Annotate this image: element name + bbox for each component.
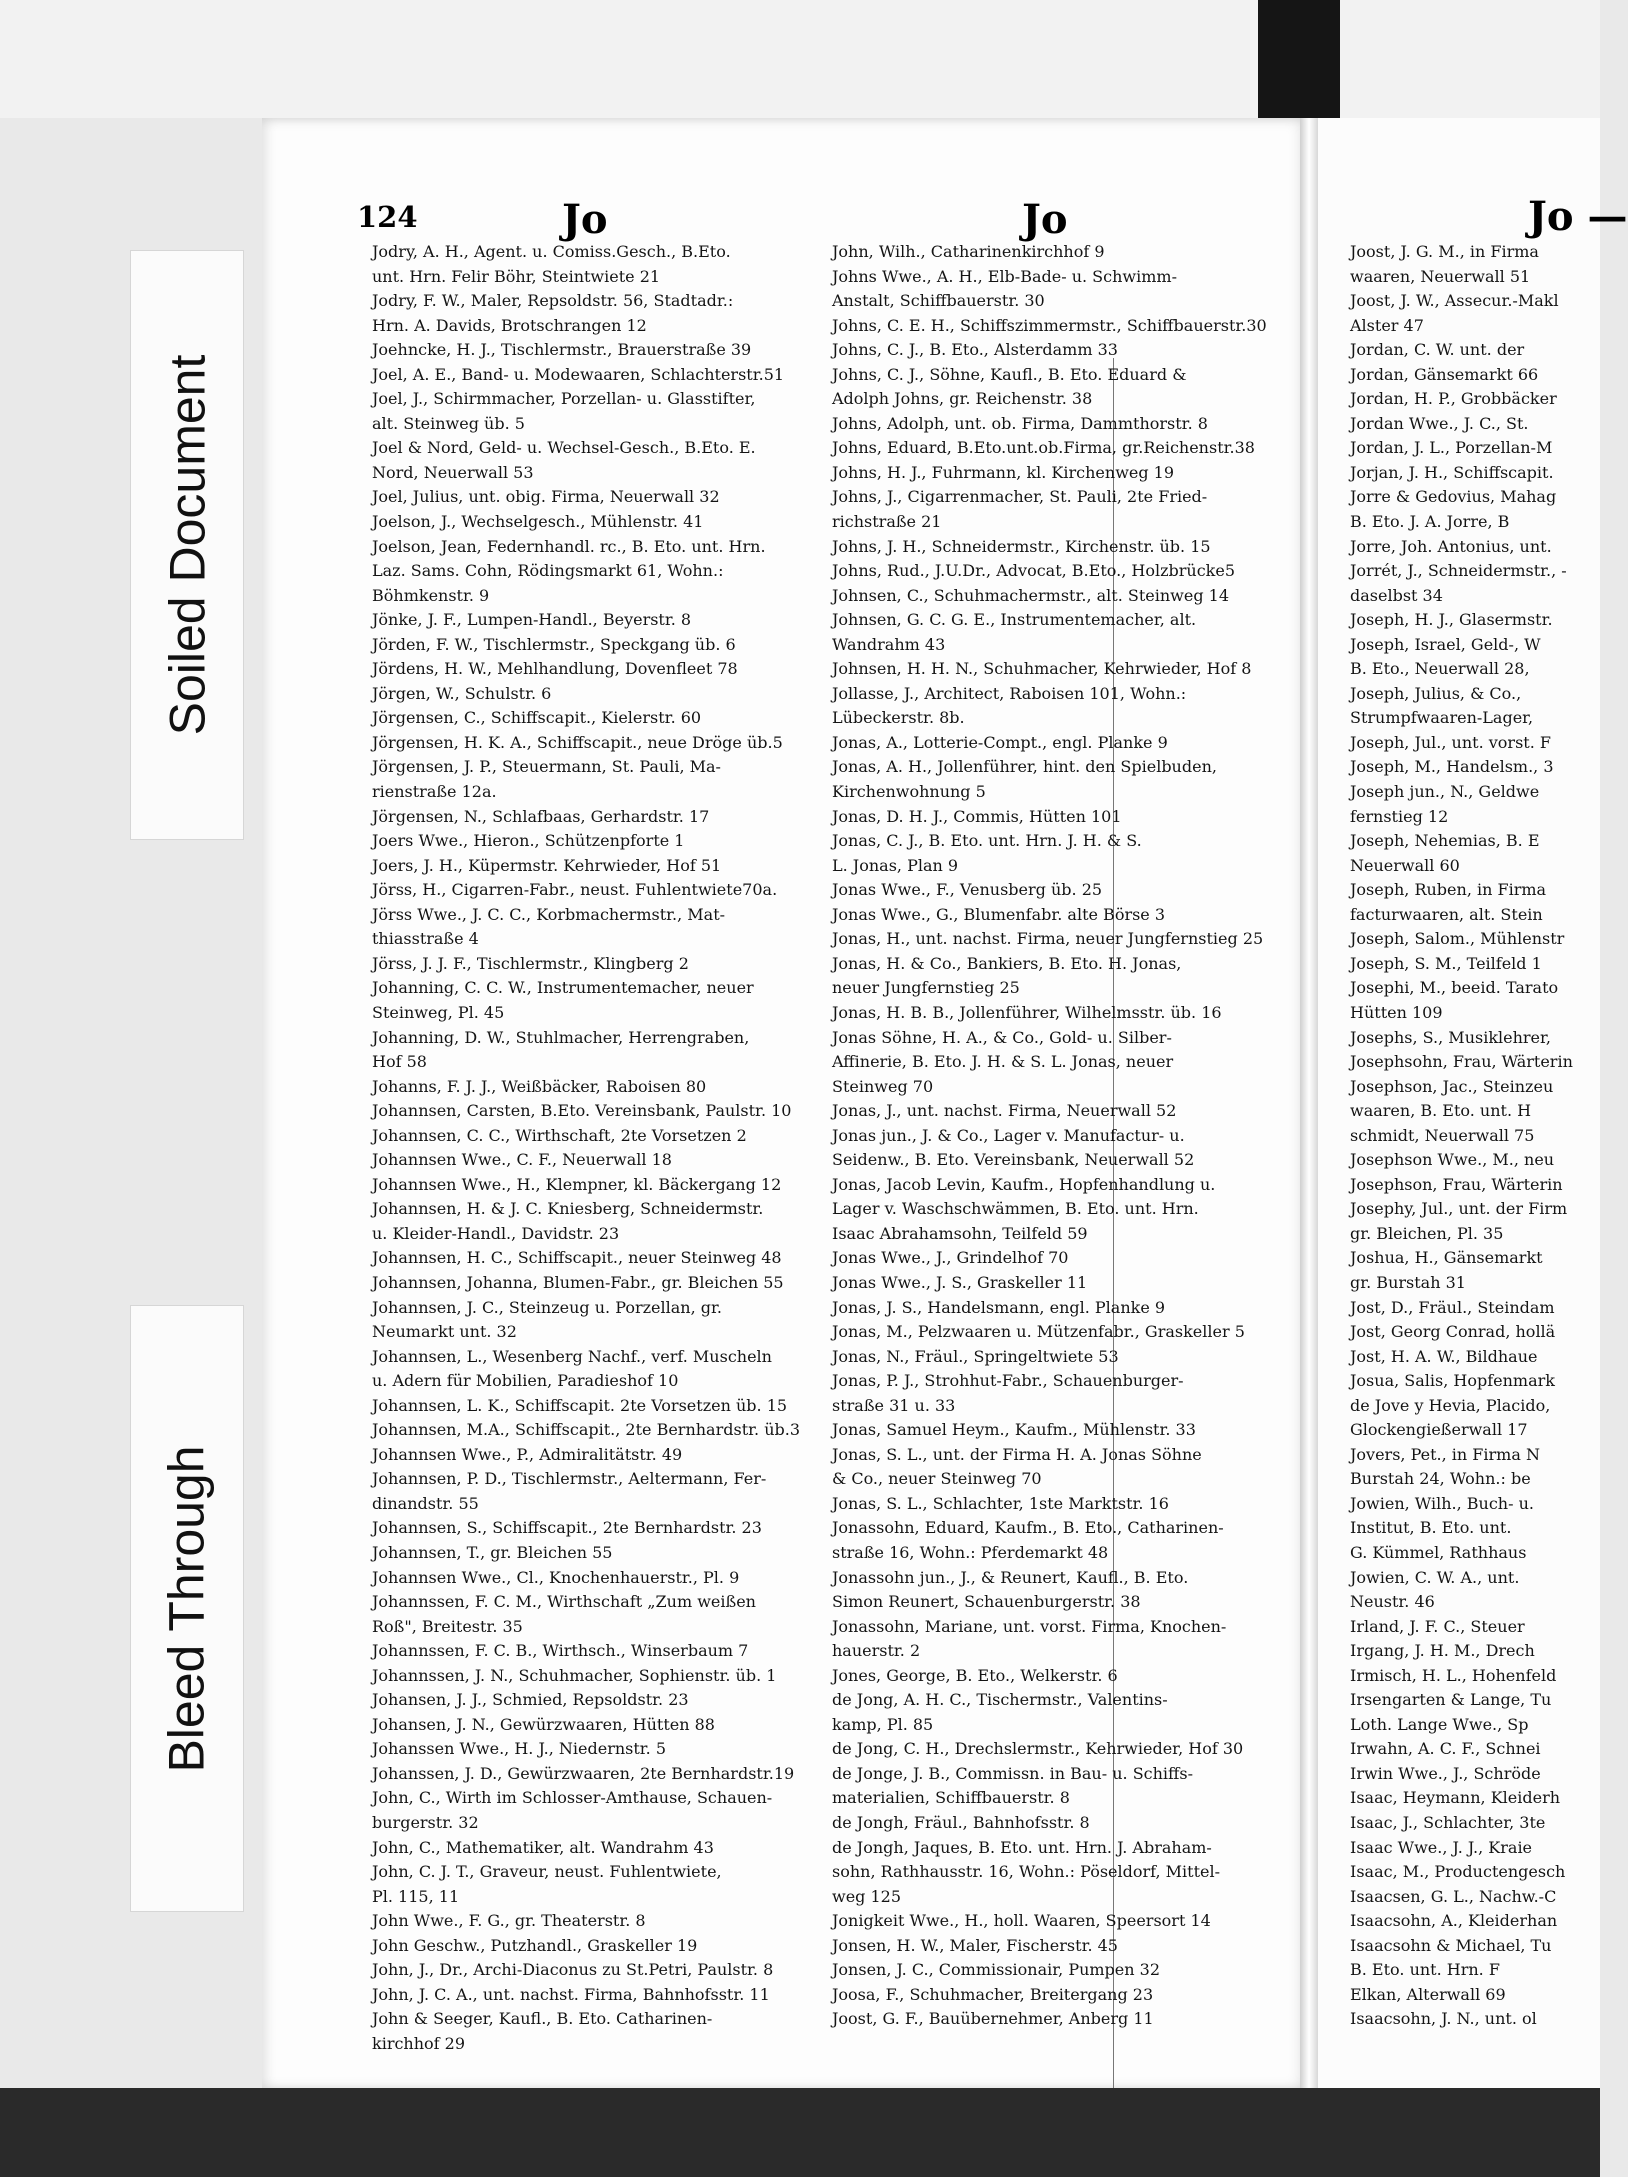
directory-entry: Jordan, J. L., Porzellan-M: [1350, 438, 1553, 458]
directory-entry: Isaac Abrahamsohn, Teilfeld 59: [832, 1223, 1088, 1243]
directory-entry: Wandrahm 43: [832, 634, 946, 654]
directory-entry: Josua, Salis, Hopfenmark: [1350, 1371, 1555, 1391]
directory-entry: Joelson, Jean, Federnhandl. rc., B. Eto. unt. Hrn.: [372, 536, 766, 556]
directory-entry: Jonas, C. J., B. Eto. unt. Hrn. J. H. & S.: [832, 831, 1142, 851]
mid-column: [832, 240, 1292, 2032]
directory-entry: Jördens, H. W., Mehlhandlung, Dovenfleet 78: [372, 659, 738, 679]
scan-bottom-margin: [0, 2088, 1600, 2177]
directory-entry: Jodry, A. H., Agent. u. Comiss.Gesch., B.Eto.: [372, 242, 731, 261]
directory-entry: John, C. J. T., Graveur, neust. Fuhlentwiete,: [372, 1862, 722, 1882]
directory-entry: Johnsen, G. C. G. E., Instrumentemacher, alt.: [832, 610, 1197, 630]
directory-entry: Joseph, Ruben, in Firma: [1350, 880, 1547, 900]
directory-entry: Jonas, S. L., Schlachter, 1ste Marktstr. 16: [832, 1493, 1169, 1513]
facing-page-header: Jo —: [1528, 193, 1628, 240]
directory-entry: Irland, J. F. C., Steuer: [1350, 1616, 1525, 1636]
directory-entry: Jost, Georg Conrad, hollä: [1350, 1322, 1556, 1342]
directory-entry: Lübeckerstr. 8b.: [832, 708, 965, 728]
directory-entry: John Wwe., F. G., gr. Theaterstr. 8: [372, 1911, 646, 1931]
directory-entry: Johannssen, F. C. B., Wirthsch., Winserbaum 7: [372, 1641, 749, 1661]
directory-entry: Johannsen Wwe., Cl., Knochenhauerstr., Pl. 9: [372, 1567, 740, 1587]
directory-entry: Jörgensen, J. P., Steuermann, St. Pauli, Ma-: [372, 757, 721, 777]
directory-entry: sohn, Rathhausstr. 16, Wohn.: Pöseldorf, Mittel-: [832, 1862, 1221, 1882]
directory-entry: Jorre & Gedovius, Mahag: [1350, 487, 1557, 507]
directory-entry: Jordan Wwe., J. C., St.: [1350, 413, 1529, 433]
directory-entry: John, C., Mathematiker, alt. Wandrahm 43: [372, 1837, 714, 1857]
directory-entry: Jonas, P. J., Strohhut-Fabr., Schauenburger-: [832, 1371, 1184, 1391]
directory-entry: Joseph jun., N., Geldwe: [1350, 782, 1540, 802]
directory-entry: Jönke, J. F., Lumpen-Handl., Beyerstr. 8: [372, 610, 692, 630]
directory-entry: Joel & Nord, Geld- u. Wechsel-Gesch., B.Eto. E.: [372, 438, 756, 458]
directory-entry: gr. Burstah 31: [1350, 1272, 1466, 1292]
directory-entry: Irgang, J. H. M., Drech: [1350, 1641, 1535, 1661]
directory-entry: Isaac, M., Productengesch: [1350, 1862, 1566, 1882]
directory-entry: Roß", Breitestr. 35: [372, 1616, 523, 1636]
directory-entry: de Jong, C. H., Drechslermstr., Kehrwieder, Hof 30: [832, 1739, 1244, 1759]
soiled-document-label: [130, 250, 244, 840]
directory-entry: Jörss, H., Cigarren-Fabr., neust. Fuhlentwiete70a.: [372, 880, 778, 900]
directory-entry: Joseph, Salom., Mühlenstr: [1350, 929, 1565, 949]
directory-entry: Jodry, F. W., Maler, Repsoldstr. 56, Stadtadr.:: [372, 291, 734, 311]
directory-entry: waaren, Neuerwall 51: [1350, 266, 1531, 286]
directory-entry: Joost, G. F., Bauübernehmer, Anberg 11: [832, 2009, 1154, 2029]
directory-entry: Adolph Johns, gr. Reichenstr. 38: [832, 389, 1093, 409]
directory-entry: u. Adern für Mobilien, Paradieshof 10: [372, 1371, 679, 1391]
directory-entry: Jonas, H., unt. nachst. Firma, neuer Jungfernstieg 25: [832, 929, 1264, 949]
directory-entry: Joel, Julius, unt. obig. Firma, Neuerwall 32: [372, 487, 720, 507]
directory-entry: Johns, J. H., Schneidermstr., Kirchenstr. üb. 15: [832, 536, 1211, 556]
directory-entry: Johannsen, P. D., Tischlermstr., Aeltermann, Fer-: [372, 1469, 767, 1489]
directory-entry: Jordan, Gänsemarkt 66: [1350, 364, 1539, 384]
directory-entry: Strumpfwaaren-Lager,: [1350, 708, 1534, 728]
directory-entry: Johannsen Wwe., H., Klempner, kl. Bäckergang 12: [372, 1174, 782, 1194]
directory-entry: John, Wilh., Catharinenkirchhof 9: [832, 242, 1105, 261]
directory-entry: Neumarkt unt. 32: [372, 1322, 517, 1342]
directory-entry: de Jong, A. H. C., Tischermstr., Valentins-: [832, 1690, 1168, 1710]
directory-entry: Johannsen, J. C., Steinzeug u. Porzellan, gr.: [372, 1297, 722, 1317]
directory-entry: Joseph, M., Handelsm., 3: [1350, 757, 1554, 777]
directory-entry: kirchhof 29: [372, 2033, 466, 2053]
directory-entry: Josephson, Jac., Steinzeu: [1350, 1076, 1554, 1096]
directory-entry: B. Eto., Neuerwall 28,: [1350, 659, 1530, 679]
directory-entry: Jowien, Wilh., Buch- u.: [1350, 1493, 1534, 1513]
directory-entry: Jonsen, H. W., Maler, Fischerstr. 45: [832, 1935, 1118, 1955]
directory-entry: Joseph, Jul., unt. vorst. F: [1350, 732, 1551, 752]
directory-entry: schmidt, Neuerwall 75: [1350, 1125, 1535, 1145]
directory-entry: Jonas Wwe., G., Blumenfabr. alte Börse 3: [832, 904, 1166, 924]
directory-entry: Josephson Wwe., M., neu: [1350, 1150, 1555, 1170]
directory-entry: John, C., Wirth im Schlosser-Amthause, Schauen-: [372, 1788, 773, 1808]
directory-entry: Jörden, F. W., Tischlermstr., Speckgang üb. 6: [372, 634, 736, 654]
directory-entry: weg 125: [832, 1886, 902, 1906]
directory-entry: Johannsen, Johanna, Blumen-Fabr., gr. Bleichen 55: [372, 1272, 784, 1292]
directory-entry: fernstieg 12: [1350, 806, 1449, 826]
directory-entry: Johannsen, L. K., Schiffscapit. 2te Vorsetzen üb. 15: [372, 1395, 788, 1415]
scan-top-margin: [0, 0, 1600, 118]
left-column: [372, 240, 830, 2056]
directory-entry: Hof 58: [372, 1052, 427, 1072]
directory-entry: dinandstr. 55: [372, 1493, 479, 1513]
directory-entry: Jovers, Pet., in Firma N: [1350, 1444, 1540, 1464]
directory-entry: Johannsen, L., Wesenberg Nachf., verf. Muscheln: [372, 1346, 772, 1366]
directory-entry: Jonas Wwe., J. S., Graskeller 11: [832, 1272, 1088, 1292]
directory-entry: Josephi, M., beeid. Tarato: [1350, 978, 1559, 998]
directory-entry: de Jove y Hevia, Placido,: [1350, 1395, 1551, 1415]
directory-entry: Neuerwall 60: [1350, 855, 1460, 875]
directory-entry: Jonassohn, Mariane, unt. vorst. Firma, Knochen-: [832, 1616, 1227, 1636]
directory-entry: John, J. C. A., unt. nachst. Firma, Bahnhofsstr. 11: [372, 1984, 770, 2004]
directory-entry: Johns, C. J., B. Eto., Alsterdamm 33: [832, 340, 1118, 360]
directory-entry: Isaacsohn, A., Kleiderhan: [1350, 1911, 1558, 1931]
directory-entry: Johanssen Wwe., H. J., Niedernstr. 5: [372, 1739, 667, 1759]
directory-entry: Johns Wwe., A. H., Elb-Bade- u. Schwimm-: [832, 266, 1177, 286]
directory-entry: Joel, A. E., Band- u. Modewaaren, Schlachterstr.51: [372, 364, 785, 384]
directory-entry: Jonigkeit Wwe., H., holl. Waaren, Speersort 14: [832, 1911, 1211, 1931]
directory-entry: Irwin Wwe., J., Schröde: [1350, 1763, 1541, 1783]
directory-entry: de Jongh, Jaques, B. Eto. unt. Hrn. J. Abraham-: [832, 1837, 1212, 1857]
directory-page: [262, 118, 1310, 2090]
directory-entry: Jörgensen, N., Schlafbaas, Gerhardstr. 17: [372, 806, 710, 826]
directory-entry: daselbst 34: [1350, 585, 1443, 605]
directory-entry: Johns, Rud., J.U.Dr., Advocat, B.Eto., Holzbrücke5: [832, 561, 1235, 581]
directory-entry: Jonas Wwe., F., Venusberg üb. 25: [832, 880, 1103, 900]
directory-entry: John & Seeger, Kaufl., B. Eto. Catharinen-: [372, 2009, 713, 2029]
directory-entry: Jowien, C. W. A., unt.: [1350, 1567, 1520, 1587]
directory-entry: Johns, H. J., Fuhrmann, kl. Kirchenweg 19: [832, 462, 1175, 482]
directory-entry: Joelson, J., Wechselgesch., Mühlenstr. 41: [372, 512, 704, 532]
directory-entry: Johns, J., Cigarrenmacher, St. Pauli, 2te Fried-: [832, 487, 1208, 507]
directory-entry: Jonas, S. L., unt. der Firma H. A. Jonas Söhne: [832, 1444, 1202, 1464]
directory-entry: Jonas, D. H. J., Commis, Hütten 101: [832, 806, 1122, 826]
soiled-document-label-text: Soiled Document: [159, 354, 216, 736]
directory-entry: Joel, J., Schirmmacher, Porzellan- u. Glasstifter,: [372, 389, 756, 409]
directory-entry: Johannsen, C. C., Wirthschaft, 2te Vorsetzen 2: [372, 1125, 747, 1145]
directory-entry: Jörgensen, C., Schiffscapit., Kielerstr. 60: [372, 708, 702, 728]
bleed-through-label: [130, 1305, 244, 1912]
directory-entry: Joost, J. G. M., in Firma: [1350, 242, 1539, 261]
directory-entry: facturwaaren, alt. Stein: [1350, 904, 1543, 924]
bleed-through-label-text: Bleed Through: [159, 1444, 216, 1773]
directory-entry: Johnsen, C., Schuhmachermstr., alt. Steinweg 14: [832, 585, 1230, 605]
directory-entry: Jörss, J. J. F., Tischlermstr., Klingberg 2: [372, 953, 689, 973]
directory-entry: Isaac Wwe., J. J., Kraie: [1350, 1837, 1533, 1857]
directory-entry: Lager v. Waschschwämmen, B. Eto. unt. Hrn.: [832, 1199, 1199, 1219]
directory-entry: Nord, Neuerwall 53: [372, 462, 534, 482]
directory-entry: Johannsen, S., Schiffscapit., 2te Bernhardstr. 23: [372, 1518, 762, 1538]
directory-entry: Johanns, F. J. J., Weißbäcker, Raboisen 80: [372, 1076, 707, 1096]
directory-entry: Steinweg 70: [832, 1076, 934, 1096]
directory-entry: Jonas, H. B. B., Jollenführer, Wilhelmsstr. üb. 16: [832, 1002, 1222, 1022]
directory-entry: u. Kleider-Handl., Davidstr. 23: [372, 1223, 620, 1243]
directory-entry: Jonas, H. & Co., Bankiers, B. Eto. H. Jonas,: [832, 953, 1182, 973]
directory-entry: Johannssen, F. C. M., Wirthschaft „Zum weißen: [372, 1592, 756, 1612]
directory-entry: Jonas, A., Lotterie-Compt., engl. Planke 9: [832, 732, 1168, 752]
directory-entry: Joseph, Nehemias, B. E: [1350, 831, 1540, 851]
directory-entry: Institut, B. Eto. unt.: [1350, 1518, 1512, 1538]
directory-entry: hauerstr. 2: [832, 1641, 921, 1661]
directory-entry: Anstalt, Schiffbauerstr. 30: [832, 291, 1045, 311]
directory-entry: Isaac, Heymann, Kleiderh: [1350, 1788, 1561, 1808]
directory-entry: Jörgen, W., Schulstr. 6: [372, 683, 552, 703]
directory-entry: Josephsohn, Frau, Wärterin: [1350, 1052, 1573, 1072]
directory-entry: Johanssen, J. D., Gewürzwaaren, 2te Bernhardstr.19: [372, 1763, 795, 1783]
directory-entry: unt. Hrn. Felir Böhr, Steintwiete 21: [372, 266, 661, 286]
directory-entry: John Geschw., Putzhandl., Graskeller 19: [372, 1935, 698, 1955]
directory-entry: Johanning, C. C. W., Instrumentemacher, neuer: [372, 978, 754, 998]
right-column: [1350, 240, 1600, 2032]
directory-entry: gr. Bleichen, Pl. 35: [1350, 1223, 1504, 1243]
scan-dark-edge: [1258, 0, 1340, 118]
directory-entry: Seidenw., B. Eto. Vereinsbank, Neuerwall 52: [832, 1150, 1195, 1170]
directory-entry: Irwahn, A. C. F., Schnei: [1350, 1739, 1541, 1759]
directory-entry: & Co., neuer Steinweg 70: [832, 1469, 1042, 1489]
directory-entry: Joseph, H. J., Glasermstr.: [1350, 610, 1553, 630]
directory-entry: Irsengarten & Lange, Tu: [1350, 1690, 1552, 1710]
directory-entry: Steinweg, Pl. 45: [372, 1002, 505, 1022]
directory-entry: Alster 47: [1350, 315, 1424, 335]
directory-entry: materialien, Schiffbauerstr. 8: [832, 1788, 1070, 1808]
directory-entry: straße 16, Wohn.: Pferdemarkt 48: [832, 1542, 1109, 1562]
directory-entry: Jonas Söhne, H. A., & Co., Gold- u. Silber-: [832, 1027, 1172, 1047]
directory-entry: Böhmkenstr. 9: [372, 585, 490, 605]
directory-entry: Joers Wwe., Hieron., Schützenpforte 1: [372, 831, 685, 851]
directory-entry: Laz. Sams. Cohn, Rödingsmarkt 61, Wohn.:: [372, 561, 724, 581]
directory-entry: Joseph, Julius, & Co.,: [1350, 683, 1522, 703]
directory-entry: Joost, J. W., Assecur.-Makl: [1350, 291, 1559, 311]
directory-entry: Jonas, J., unt. nachst. Firma, Neuerwall 52: [832, 1101, 1177, 1121]
directory-entry: Isaac, J., Schlachter, 3te: [1350, 1813, 1546, 1832]
directory-entry: Jörss Wwe., J. C. C., Korbmachermstr., Mat-: [372, 904, 726, 924]
directory-entry: straße 31 u. 33: [832, 1395, 956, 1415]
directory-entry: kamp, Pl. 85: [832, 1714, 934, 1734]
directory-entry: Jonas Wwe., J., Grindelhof 70: [832, 1248, 1069, 1268]
directory-entry: alt. Steinweg üb. 5: [372, 413, 525, 433]
directory-entry: Josephson, Frau, Wärterin: [1350, 1174, 1563, 1194]
directory-entry: Josephy, Jul., unt. der Firm: [1350, 1199, 1568, 1219]
directory-entry: Joers, J. H., Küpermstr. Kehrwieder, Hof 51: [372, 855, 722, 875]
directory-entry: Johannsen, T., gr. Bleichen 55: [372, 1542, 613, 1562]
directory-entry: richstraße 21: [832, 512, 942, 532]
page-gutter: [1300, 118, 1318, 2090]
directory-entry: Jorrét, J., Schneidermstr., -: [1350, 561, 1567, 581]
facing-page: [1318, 118, 1628, 2090]
directory-entry: Jonassohn, Eduard, Kaufm., B. Eto., Catharinen-: [832, 1518, 1224, 1538]
directory-entry: Joosa, F., Schuhmacher, Breitergang 23: [832, 1984, 1154, 2004]
directory-entry: Johansen, J. N., Gewürzwaaren, Hütten 88: [372, 1714, 715, 1734]
directory-entry: Joshua, H., Gänsemarkt: [1350, 1248, 1543, 1268]
directory-entry: Neustr. 46: [1350, 1592, 1435, 1612]
directory-entry: Jonas jun., J. & Co., Lager v. Manufactur- u.: [832, 1125, 1185, 1145]
directory-entry: Johansen, J. J., Schmied, Repsoldstr. 23: [372, 1690, 689, 1710]
directory-entry: G. Kümmel, Rathhaus: [1350, 1542, 1527, 1562]
directory-entry: de Jonge, J. B., Commissn. in Bau- u. Schiffs-: [832, 1763, 1194, 1783]
directory-entry: Jonas, J. S., Handelsmann, engl. Planke 9: [832, 1297, 1166, 1317]
directory-entry: Joseph, S. M., Teilfeld 1: [1350, 953, 1542, 973]
directory-entry: rienstraße 12a.: [372, 782, 497, 802]
directory-entry: Loth. Lange Wwe., Sp: [1350, 1714, 1529, 1734]
directory-entry: Hrn. A. Davids, Brotschrangen 12: [372, 315, 647, 335]
directory-entry: Johannsen, H. C., Schiffscapit., neuer Steinweg 48: [372, 1248, 782, 1268]
directory-entry: Hütten 109: [1350, 1002, 1443, 1022]
directory-entry: Glockengießerwall 17: [1350, 1420, 1528, 1440]
directory-entry: Johannsen Wwe., P., Admiralitätstr. 49: [372, 1444, 683, 1464]
directory-entry: Joseph, Israel, Geld-, W: [1350, 634, 1541, 654]
directory-entry: Johannssen, J. N., Schuhmacher, Sophienstr. üb. 1: [372, 1665, 777, 1685]
directory-entry: Johannsen, M.A., Schiffscapit., 2te Bernhardstr. üb.3: [372, 1420, 800, 1440]
directory-entry: B. Eto. unt. Hrn. F: [1350, 1960, 1500, 1980]
directory-entry: Johannsen Wwe., C. F., Neuerwall 18: [372, 1150, 672, 1170]
directory-entry: thiasstraße 4: [372, 929, 479, 949]
directory-entry: Jonas, N., Fräul., Springeltwiete 53: [832, 1346, 1119, 1366]
directory-entry: Jonassohn jun., J., & Reunert, Kaufl., B. Eto.: [832, 1567, 1189, 1587]
directory-entry: Burstah 24, Wohn.: be: [1350, 1469, 1531, 1489]
directory-entry: Jonas, A. H., Jollenführer, hint. den Spielbuden,: [832, 757, 1217, 777]
directory-entry: Johnsen, H. H. N., Schuhmacher, Kehrwieder, Hof 8: [832, 659, 1252, 679]
directory-entry: Jorjan, J. H., Schiffscapit.: [1350, 462, 1554, 482]
directory-entry: de Jongh, Fräul., Bahnhofsstr. 8: [832, 1813, 1090, 1832]
directory-entry: Jonas, Jacob Levin, Kaufm., Hopfenhandlung u.: [832, 1174, 1216, 1194]
directory-entry: Pl. 115, 11: [372, 1886, 460, 1906]
directory-entry: Johns, C. J., Söhne, Kaufl., B. Eto. Eduard &: [832, 364, 1187, 384]
directory-entry: Irmisch, H. L., Hohenfeld: [1350, 1665, 1557, 1685]
directory-entry: waaren, B. Eto. unt. H: [1350, 1101, 1532, 1121]
directory-entry: Affinerie, B. Eto. J. H. & S. L. Jonas, neuer: [832, 1052, 1174, 1072]
page-number: 124: [357, 200, 418, 234]
left-column-header: Jo: [562, 196, 608, 243]
directory-entry: Jordan, C. W. unt. der: [1350, 340, 1525, 360]
directory-entry: Johanning, D. W., Stuhlmacher, Herrengraben,: [372, 1027, 750, 1047]
directory-entry: Kirchenwohnung 5: [832, 782, 986, 802]
directory-entry: Johns, Eduard, B.Eto.unt.ob.Firma, gr.Reichenstr.38: [832, 438, 1255, 458]
directory-entry: Isaacsen, G. L., Nachw.-C: [1350, 1886, 1557, 1906]
directory-entry: burgerstr. 32: [372, 1813, 479, 1832]
directory-entry: Johns, C. E. H., Schiffszimmermstr., Schiffbauerstr.30: [832, 315, 1267, 335]
directory-entry: Johannsen, H. & J. C. Kniesberg, Schneidermstr.: [372, 1199, 764, 1219]
directory-entry: Jollasse, J., Architect, Raboisen 101, Wohn.:: [832, 683, 1187, 703]
directory-entry: John, J., Dr., Archi-Diaconus zu St.Petri, Paulstr. 8: [372, 1960, 774, 1980]
directory-entry: Jordan, H. P., Grobbäcker: [1350, 389, 1557, 409]
directory-entry: Simon Reunert, Schauenburgerstr. 38: [832, 1592, 1141, 1612]
directory-entry: Jones, George, B. Eto., Welkerstr. 6: [832, 1665, 1118, 1685]
mid-column-header: Jo: [1022, 196, 1068, 243]
directory-entry: Jorre, Joh. Antonius, unt.: [1350, 536, 1552, 556]
directory-entry: Jonsen, J. C., Commissionair, Pumpen 32: [832, 1960, 1161, 1980]
directory-entry: Jonas, Samuel Heym., Kaufm., Mühlenstr. 33: [832, 1420, 1196, 1440]
directory-entry: Josephs, S., Musiklehrer,: [1350, 1027, 1551, 1047]
directory-entry: Isaacsohn & Michael, Tu: [1350, 1935, 1552, 1955]
directory-entry: Jonas, M., Pelzwaaren u. Mützenfabr., Graskeller 5: [832, 1322, 1245, 1342]
directory-entry: Elkan, Alterwall 69: [1350, 1984, 1506, 2004]
directory-entry: neuer Jungfernstieg 25: [832, 978, 1020, 998]
directory-entry: Jörgensen, H. K. A., Schiffscapit., neue Dröge üb.5: [372, 732, 783, 752]
directory-entry: Jost, H. A. W., Bildhaue: [1350, 1346, 1538, 1366]
directory-entry: L. Jonas, Plan 9: [832, 855, 959, 875]
directory-entry: Jost, D., Fräul., Steindam: [1350, 1297, 1555, 1317]
directory-entry: Isaacsohn, J. N., unt. ol: [1350, 2009, 1537, 2029]
directory-entry: B. Eto. J. A. Jorre, B: [1350, 512, 1510, 532]
directory-entry: Johns, Adolph, unt. ob. Firma, Dammthorstr. 8: [832, 413, 1208, 433]
directory-entry: Joehncke, H. J., Tischlermstr., Brauerstraße 39: [372, 340, 752, 360]
directory-entry: Johannsen, Carsten, B.Eto. Vereinsbank, Paulstr. 10: [372, 1101, 792, 1121]
